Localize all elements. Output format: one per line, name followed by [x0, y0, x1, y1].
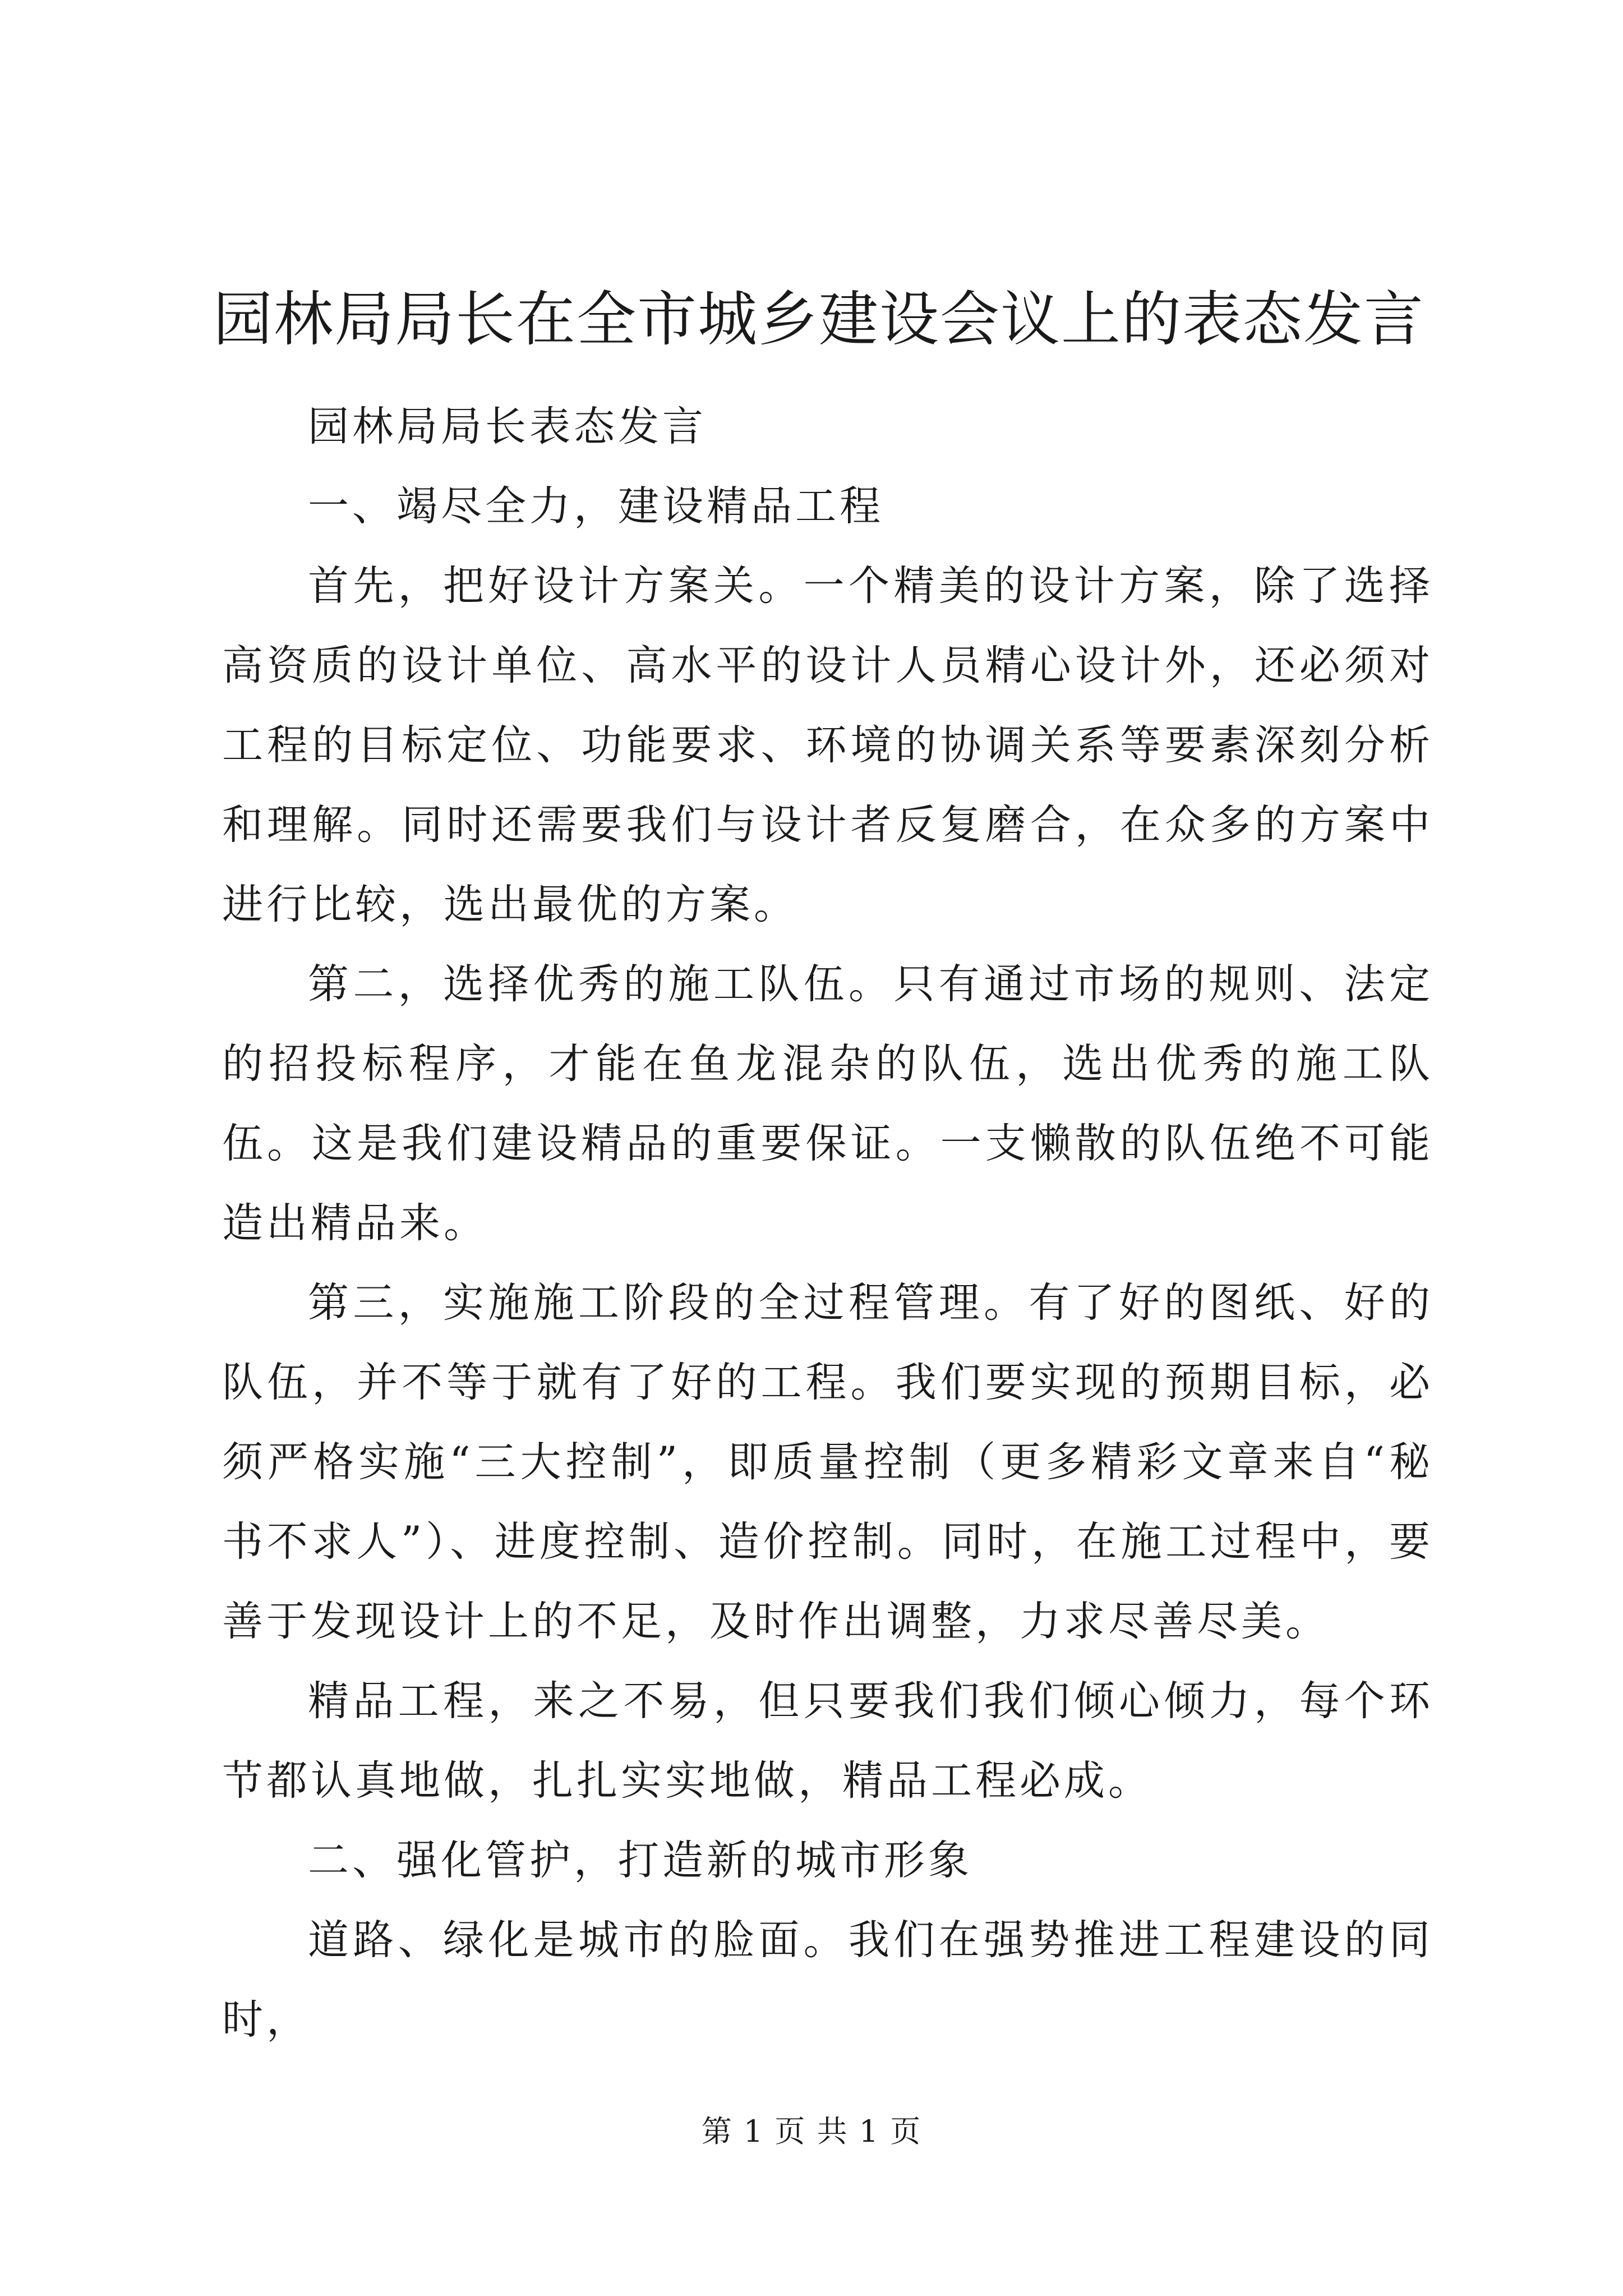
page-footer: 第 1 页 共 1 页 — [701, 2114, 922, 2149]
paragraph-subtitle: 园林局局长表态发言 — [308, 403, 707, 450]
paragraph-design-plan: 首先，把好设计方案关。一个精美的设计方案，除了选择高资质的设计单位、高水平的设计人员精心设计外，还必须对工程的目标定位、功能要求、环境的协调关系等要素深刻分析和理解。同时还需要我们与设计者反复磨合，在众多的方案中进行比较，选出最优的方案。 — [222, 562, 1433, 928]
paragraph-process-management: 第三，实施施工阶段的全过程管理。有了好的图纸、好的队伍，并不等于就有了好的工程。我们要实现的预期目标，必须严格实施“三大控制”，即质量控制（更多精彩文章来自“秘书不求人”）、进度控制、造价控制。同时，在施工过程中，要善于发现设计上的不足，及时作出调整，力求尽善尽美。 — [222, 1279, 1433, 1645]
document-title: 园林局局长在全市城乡建设会议上的表态发言 — [213, 285, 1424, 354]
section-heading-1: 一、竭尽全力，建设精品工程 — [308, 482, 884, 530]
paragraph-construction-team: 第二，选择优秀的施工队伍。只有通过市场的规则、法定的招投标程序，才能在鱼龙混杂的队伍，选出优秀的施工队伍。这是我们建设精品的重要保证。一支懒散的队伍绝不可能造出精品来。 — [222, 960, 1433, 1247]
paragraph-quality-summary: 精品工程，来之不易，但只要我们我们倾心倾力，每个环节都认真地做，扎扎实实地做，精品工程必成。 — [222, 1677, 1433, 1805]
section-heading-2: 二、强化管护，打造新的城市形象 — [308, 1837, 972, 1884]
paragraph-city-image: 道路、绿化是城市的脸面。我们在强势推进工程建设的同时， — [222, 1916, 1433, 2044]
document-body — [222, 387, 1433, 2060]
